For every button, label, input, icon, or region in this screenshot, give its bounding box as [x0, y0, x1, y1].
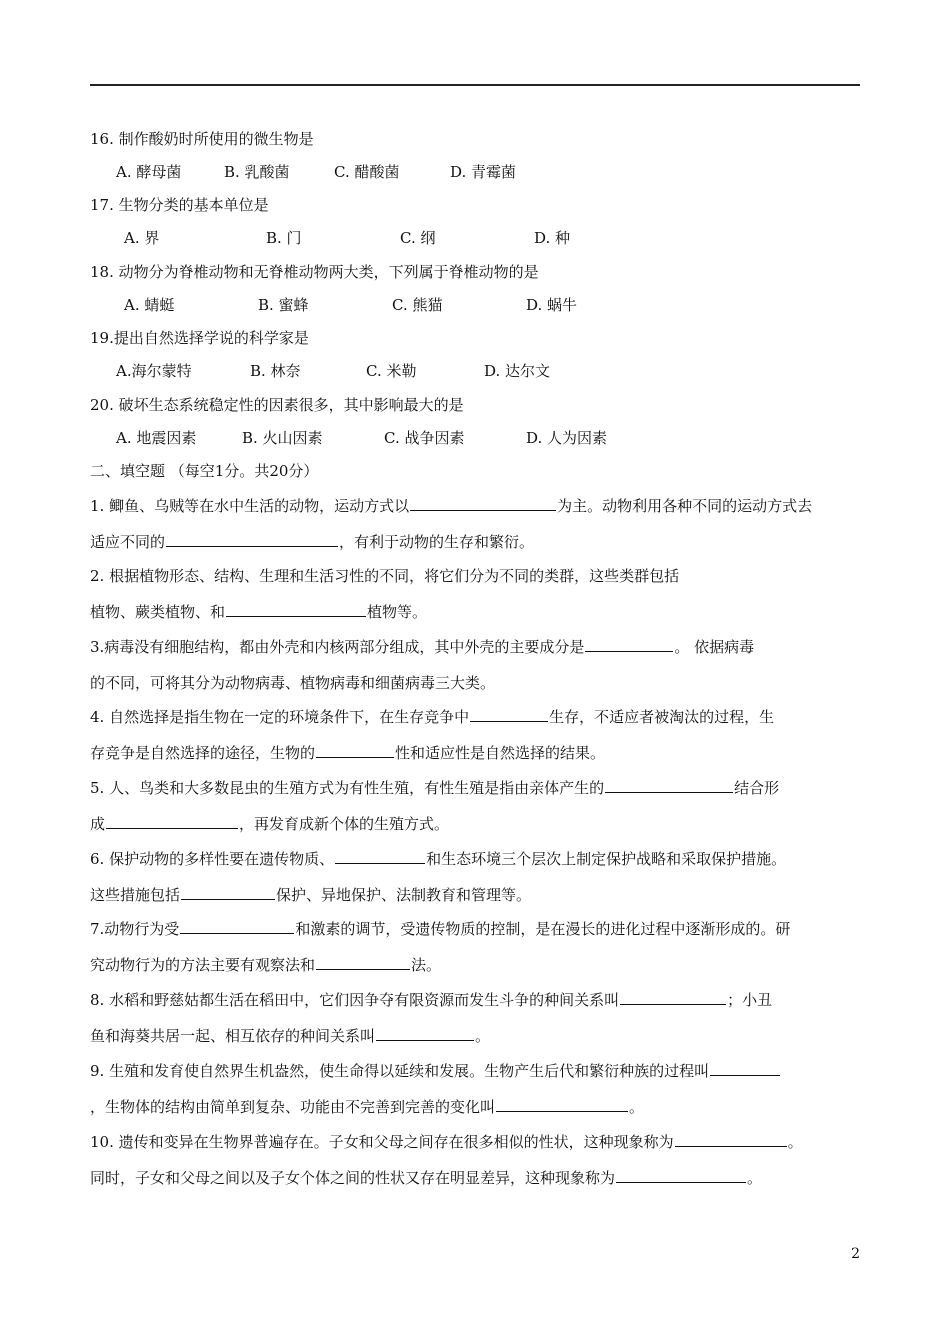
- answer-blank[interactable]: [376, 1025, 474, 1041]
- option-a: A. 地震因素: [116, 429, 197, 447]
- fill-q5-line2: [90, 813, 449, 834]
- question-20-stem: 20. 破坏生态系统稳定性的因素很多，其中影响最大的是: [90, 396, 464, 414]
- option-c: C. 战争因素: [384, 429, 465, 447]
- text: 成: [90, 815, 106, 833]
- text: 。 依据病毒: [674, 638, 755, 656]
- fill-q7-line1: [90, 918, 790, 939]
- fill-q3-line1: [90, 636, 754, 657]
- option-a: A. 酵母菌: [116, 163, 182, 181]
- fill-q9-line2: [90, 1096, 644, 1117]
- answer-blank[interactable]: [335, 848, 425, 864]
- text: 和激素的调节，受遗传物质的控制，是在漫长的进化过程中逐渐形成的。研: [295, 920, 791, 938]
- option-d: D. 种: [534, 229, 571, 247]
- header-rule: [90, 84, 860, 86]
- text: 这些措施包括: [90, 886, 181, 904]
- text: 适应不同的: [90, 533, 166, 551]
- fill-q1-line1: [90, 495, 812, 516]
- answer-blank[interactable]: [316, 742, 394, 758]
- option-b: B. 乳酸菌: [224, 163, 290, 181]
- text: 。: [747, 1169, 763, 1187]
- fill-q6-line1: [90, 848, 786, 869]
- option-d: D. 人为因素: [526, 429, 608, 447]
- text: 1. 鲫鱼、乌贼等在水中生活的动物，运动方式以: [90, 497, 410, 515]
- text: 。: [475, 1027, 491, 1045]
- answer-blank[interactable]: [106, 813, 238, 829]
- fill-q4-line1: [90, 706, 774, 727]
- answer-blank[interactable]: [496, 1096, 628, 1112]
- text: 为主。动物利用各种不同的运动方式去: [557, 497, 813, 515]
- option-c: C. 醋酸菌: [334, 163, 400, 181]
- answer-blank[interactable]: [410, 495, 556, 511]
- answer-blank[interactable]: [166, 531, 338, 547]
- question-18-stem: 18. 动物分为脊椎动物和无脊椎动物两大类，下列属于脊椎动物的是: [90, 263, 539, 281]
- text: 和生态环境三个层次上制定保护战略和采取保护措施。: [426, 850, 787, 868]
- text: ，再发育成新个体的生殖方式。: [239, 815, 450, 833]
- text: ；小丑: [727, 991, 773, 1009]
- option-b: B. 林奈: [250, 362, 301, 380]
- fill-q1-line2: [90, 531, 534, 552]
- answer-blank[interactable]: [316, 954, 410, 970]
- text: ，有利于动物的生存和繁衍。: [339, 533, 535, 551]
- option-c: C. 熊猫: [392, 296, 443, 314]
- answer-blank[interactable]: [675, 1131, 787, 1147]
- answer-blank[interactable]: [470, 706, 548, 722]
- text: 6. 保护动物的多样性要在遗传物质、: [90, 850, 335, 868]
- option-c: C. 米勒: [366, 362, 417, 380]
- answer-blank[interactable]: [180, 918, 294, 934]
- text: 植物、蕨类植物、和: [90, 603, 226, 621]
- text: 保护、异地保护、法制教育和管理等。: [276, 886, 532, 904]
- fill-q10-line1: [90, 1131, 803, 1152]
- option-d: D. 蜗牛: [526, 296, 578, 314]
- question-17-stem: 17. 生物分类的基本单位是: [90, 196, 269, 214]
- text: 性和适应性是自然选择的结果。: [395, 744, 606, 762]
- fill-q10-line2: [90, 1167, 762, 1188]
- question-19-stem: 19.提出自然选择学说的科学家是: [90, 329, 309, 347]
- text: 8. 水稻和野慈姑都生活在稻田中，它们因争夺有限资源而发生斗争的种间关系叫: [90, 991, 620, 1009]
- fill-q2-line1: 2. 根据植物形态、结构、生理和生活习性的不同，将它们分为不同的类群，这些类群包括: [90, 567, 680, 585]
- answer-blank[interactable]: [710, 1060, 780, 1076]
- text: 结合形: [734, 779, 780, 797]
- text: 生存，不适应者被淘汰的过程，生: [549, 708, 775, 726]
- answer-blank[interactable]: [620, 989, 726, 1005]
- fill-q7-line2: [90, 954, 441, 975]
- text: 5. 人、鸟类和大多数昆虫的生殖方式为有性生殖，有性生殖是指由亲体产生的: [90, 779, 605, 797]
- answer-blank[interactable]: [585, 636, 673, 652]
- text: 存竞争是自然选择的途径，生物的: [90, 744, 316, 762]
- fill-q8-line1: [90, 989, 772, 1010]
- option-b: B. 火山因素: [242, 429, 323, 447]
- answer-blank[interactable]: [605, 777, 733, 793]
- text: 7.动物行为受: [90, 920, 180, 938]
- text: 4. 自然选择是指生物在一定的环境条件下，在生存竞争中: [90, 708, 470, 726]
- option-a: A. 蜻蜓: [124, 296, 175, 314]
- question-16-stem: 16. 制作酸奶时所使用的微生物是: [90, 130, 314, 148]
- answer-blank[interactable]: [616, 1167, 746, 1183]
- text: 鱼和海葵共居一起、相互依存的种间关系叫: [90, 1027, 376, 1045]
- option-d: D. 青霉菌: [450, 163, 517, 181]
- answer-blank[interactable]: [181, 884, 275, 900]
- fill-q9-line1: [90, 1060, 781, 1081]
- page-number: 2: [851, 1246, 860, 1262]
- text: 3.病毒没有细胞结构，都由外壳和内核两部分组成，其中外壳的主要成分是: [90, 638, 585, 656]
- text: 法。: [411, 956, 442, 974]
- option-a: A. 界: [124, 229, 160, 247]
- text: 。: [787, 1133, 803, 1151]
- text: 10. 遗传和变异在生物界普遍存在。子女和父母之间存在很多相似的性状，这种现象称为: [90, 1133, 674, 1151]
- text: 9. 生殖和发育使自然界生机盎然，使生命得以延续和发展。生物产生后代和繁衍种族的过程叫: [90, 1062, 710, 1080]
- answer-blank[interactable]: [226, 601, 366, 617]
- fill-q6-line2: [90, 884, 531, 905]
- text: 植物等。: [367, 603, 428, 621]
- fill-q4-line2: [90, 742, 605, 763]
- text: 究动物行为的方法主要有观察法和: [90, 956, 316, 974]
- option-b: B. 蜜蜂: [258, 296, 309, 314]
- option-a: A.海尔蒙特: [116, 362, 192, 380]
- text: 。: [629, 1098, 645, 1116]
- fill-q5-line1: [90, 777, 779, 798]
- option-b: B. 门: [266, 229, 302, 247]
- option-d: D. 达尔文: [484, 362, 551, 380]
- text: 同时，子女和父母之间以及子女个体之间的性状又存在明显差异，这种现象称为: [90, 1169, 616, 1187]
- section-title: 二、填空题 （每空1分。共20分）: [90, 462, 319, 480]
- fill-q8-line2: [90, 1025, 490, 1046]
- fill-q3-line2: 的不同，可将其分为动物病毒、植物病毒和细菌病毒三大类。: [90, 674, 496, 692]
- fill-q2-line2: [90, 601, 427, 622]
- option-c: C. 纲: [400, 229, 436, 247]
- text: ，生物体的结构由简单到复杂、功能由不完善到完善的变化叫: [90, 1098, 496, 1116]
